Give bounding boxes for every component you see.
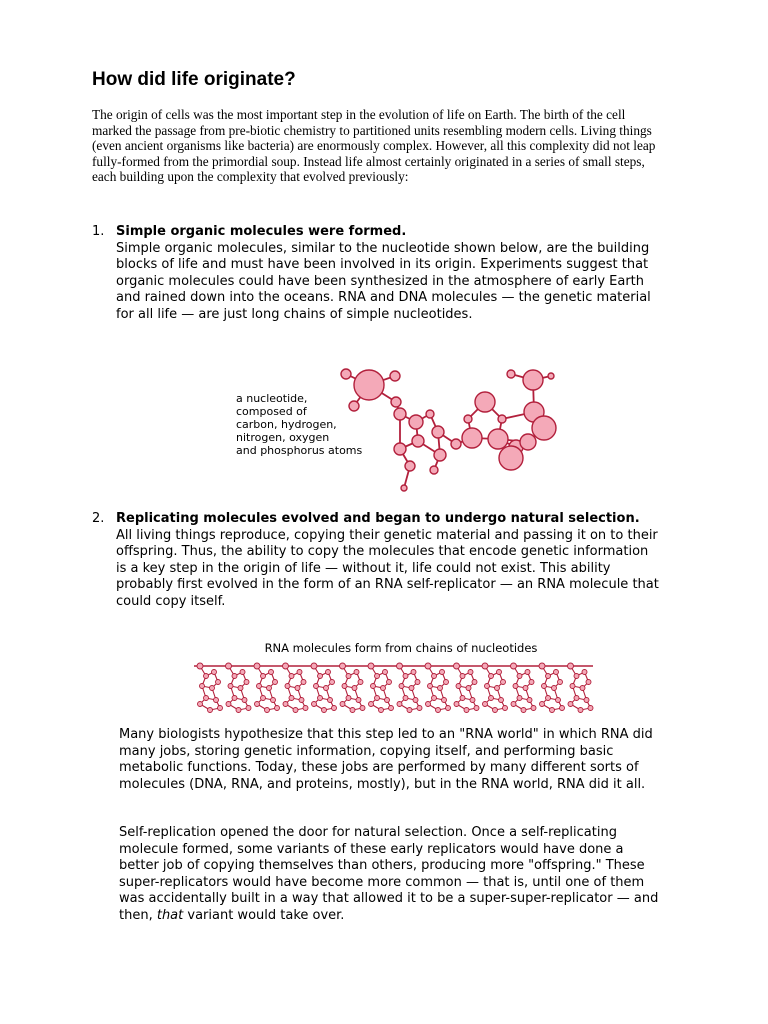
- atom: [442, 698, 447, 703]
- atom: [546, 674, 551, 679]
- atom: [340, 702, 345, 707]
- atom: [261, 674, 266, 679]
- atom: [578, 708, 583, 713]
- atom: [426, 702, 431, 707]
- rna-caption: RNA molecules form from chains of nucleotides: [264, 641, 538, 655]
- atom: [383, 670, 388, 675]
- atom: [326, 670, 331, 675]
- nucleotide-caption: [236, 392, 363, 457]
- atom: [238, 686, 243, 691]
- atom: [342, 684, 347, 689]
- atom: [269, 670, 274, 675]
- caption-line: and phosphorus atoms: [236, 444, 363, 457]
- caption-line: nitrogen, oxygen: [236, 431, 330, 444]
- atom: [436, 708, 441, 713]
- atom: [456, 684, 461, 689]
- atom: [517, 674, 522, 679]
- atom: [432, 696, 437, 701]
- atom: [354, 370, 384, 400]
- atom: [464, 415, 472, 423]
- atom: [460, 674, 465, 679]
- atom: [527, 698, 532, 703]
- atom: [497, 670, 502, 675]
- atom: [523, 686, 528, 691]
- atom: [568, 663, 574, 669]
- atom: [356, 698, 361, 703]
- atom: [275, 706, 280, 711]
- atom: [401, 485, 407, 491]
- list-item-body: [116, 224, 662, 323]
- atom: [293, 708, 298, 713]
- atom: [312, 702, 317, 707]
- list-item-heading: Simple organic molecules were formed.: [116, 224, 407, 239]
- atom: [352, 686, 357, 691]
- atom: [550, 708, 555, 713]
- paragraph-text: Self-replication opened the door for natural selection. Once a self-replicating molecule formed, some variants of these early replicators would have done a better job of copying themselves than others, producing more "offspring." These super-replicators would have become more common — that is, until one of them was accidentally built in a way that allowed it to be a super-super-replicator — and then,: [119, 825, 659, 923]
- atom: [389, 706, 394, 711]
- atom: [314, 684, 319, 689]
- caption-line: carbon, hydrogen,: [236, 418, 337, 431]
- atom: [556, 698, 561, 703]
- atom: [232, 674, 237, 679]
- atom: [214, 698, 219, 703]
- atom: [546, 696, 551, 701]
- atom: [257, 684, 262, 689]
- atom: [498, 415, 506, 423]
- list-item-text: All living things reproduce, copying their genetic material and passing it on to their offspring. Thus, the ability to copy the molecules that encode genetic information is a key step in the origin of life — without it, life could not exist. This ability probably first evolved in the form of an RNA self-replicator — an RNA molecule that could copy itself.: [116, 527, 659, 609]
- atom: [399, 684, 404, 689]
- atom: [417, 706, 422, 711]
- atom: [228, 684, 233, 689]
- atom: [520, 434, 536, 450]
- atom: [322, 708, 327, 713]
- atom: [212, 670, 217, 675]
- atom: [289, 674, 294, 679]
- nucleotide-atoms: [341, 369, 556, 491]
- atom: [332, 706, 337, 711]
- atom: [409, 686, 414, 691]
- atom: [267, 686, 272, 691]
- atom: [403, 674, 408, 679]
- atom: [428, 684, 433, 689]
- rna-chain: [194, 663, 593, 713]
- atom: [295, 686, 300, 691]
- atom: [523, 370, 543, 390]
- atom: [468, 670, 473, 675]
- atom: [495, 686, 500, 691]
- intro-paragraph: The origin of cells was the most important step in the evolution of life on Earth. The birth of the cell marked the passage from pre-biotic chemistry to partitioned units resembling modern cells. Living things (even ancient organisms like bacteria) are enormously complex. However, all this complexity did not leap fully-formed from the primordial soup. Instead life almost certainly originated in a series of small steps, each building upon the complexity that evolved previously:: [92, 107, 656, 184]
- atom: [360, 706, 365, 711]
- atom: [466, 686, 471, 691]
- atom: [580, 686, 585, 691]
- atom: [489, 696, 494, 701]
- atom: [488, 429, 508, 449]
- atom: [210, 686, 215, 691]
- atom: [341, 369, 351, 379]
- atom: [198, 702, 203, 707]
- atom: [226, 663, 232, 669]
- atom: [368, 663, 374, 669]
- atom: [586, 680, 591, 685]
- atom: [244, 680, 249, 685]
- atom: [485, 684, 490, 689]
- atom: [387, 680, 392, 685]
- list-number: 2.: [92, 511, 105, 526]
- atom: [265, 708, 270, 713]
- list-item-text: Simple organic molecules, similar to the nucleotide shown below, are the building blocks of life and must have been involved in its origin. Experiments suggest that organic molecules could have been synthesized in the atmosphere of early Earth and rained down into the oceans. RNA and DNA molecules — the genetic material for all life — are just long chains of simple nucleotides.: [116, 240, 651, 322]
- atom: [218, 706, 223, 711]
- atom: [532, 416, 556, 440]
- atom: [432, 674, 437, 679]
- atom: [412, 435, 424, 447]
- atom: [371, 684, 376, 689]
- atom: [517, 696, 522, 701]
- atom: [299, 698, 304, 703]
- atom: [474, 706, 479, 711]
- atom: [375, 696, 380, 701]
- atom: [552, 686, 557, 691]
- nucleotide-diagram: [226, 362, 566, 500]
- atom: [330, 680, 335, 685]
- rna-chain-diagram: [186, 638, 606, 714]
- atom: [531, 706, 536, 711]
- atom: [226, 702, 231, 707]
- rna-figure: [186, 638, 606, 714]
- atom: [208, 708, 213, 713]
- atom: [242, 698, 247, 703]
- atom: [283, 663, 289, 669]
- caption-line: composed of: [236, 405, 307, 418]
- atom: [499, 446, 523, 470]
- atom: [540, 702, 545, 707]
- atom: [584, 698, 589, 703]
- atom: [451, 439, 461, 449]
- atom: [216, 680, 221, 685]
- rna-world-paragraph: Many biologists hypothesize that this step led to an "RNA world" in which RNA did many jobs, storing genetic information, copying itself, and performing basic metabolic functions. Today, these jobs are performed by many different sorts of molecules (DNA, RNA, and proteins, mostly), but in the RNA world, RNA did it all.: [119, 727, 653, 792]
- atom: [483, 702, 488, 707]
- atom: [513, 684, 518, 689]
- caption-line: a nucleotide,: [236, 392, 308, 405]
- atom: [426, 410, 434, 418]
- atom: [570, 684, 575, 689]
- self-replication-paragraph: [119, 825, 664, 924]
- atom: [503, 706, 508, 711]
- atom: [411, 670, 416, 675]
- list-item-body: [116, 511, 662, 610]
- list-item-heading: Replicating molecules evolved and began to undergo natural selection.: [116, 511, 640, 526]
- atom: [379, 708, 384, 713]
- atom: [346, 696, 351, 701]
- atom: [554, 670, 559, 675]
- atom: [574, 696, 579, 701]
- atom: [501, 680, 506, 685]
- atom: [254, 663, 260, 669]
- atom: [403, 696, 408, 701]
- atom: [311, 663, 317, 669]
- atom: [255, 702, 260, 707]
- atom: [397, 702, 402, 707]
- atom: [409, 415, 423, 429]
- emphasis-text: that: [156, 907, 184, 923]
- atom: [582, 670, 587, 675]
- atom: [354, 670, 359, 675]
- atom: [232, 696, 237, 701]
- atom: [511, 663, 517, 669]
- atom: [346, 674, 351, 679]
- atom: [539, 663, 545, 669]
- atom: [493, 708, 498, 713]
- atom: [369, 702, 374, 707]
- atom: [434, 449, 446, 461]
- atom: [283, 702, 288, 707]
- atom: [529, 680, 534, 685]
- atom: [285, 684, 290, 689]
- atom: [375, 674, 380, 679]
- atom: [328, 698, 333, 703]
- atom: [542, 684, 547, 689]
- atom: [204, 674, 209, 679]
- atom: [462, 428, 482, 448]
- atom: [464, 708, 469, 713]
- atom: [568, 702, 573, 707]
- atom: [548, 373, 554, 379]
- atom: [318, 674, 323, 679]
- atom: [521, 708, 526, 713]
- atom: [511, 702, 516, 707]
- atom: [405, 461, 415, 471]
- atom: [574, 674, 579, 679]
- atom: [470, 698, 475, 703]
- atom: [318, 696, 323, 701]
- atom: [261, 696, 266, 701]
- page-title: How did life originate?: [92, 69, 296, 90]
- atom: [340, 663, 346, 669]
- atom: [350, 708, 355, 713]
- atom: [197, 663, 203, 669]
- atom: [425, 663, 431, 669]
- atom: [324, 686, 329, 691]
- atom: [236, 708, 241, 713]
- atom: [507, 370, 515, 378]
- atom: [301, 680, 306, 685]
- atom: [440, 670, 445, 675]
- atom: [200, 684, 205, 689]
- atom: [460, 696, 465, 701]
- atom: [289, 696, 294, 701]
- atom: [560, 706, 565, 711]
- atom: [489, 674, 494, 679]
- atom: [385, 698, 390, 703]
- atom: [472, 680, 477, 685]
- atom: [413, 698, 418, 703]
- atom: [407, 708, 412, 713]
- atom: [415, 680, 420, 685]
- atom: [381, 686, 386, 691]
- atom: [499, 698, 504, 703]
- atom: [240, 670, 245, 675]
- atom: [475, 392, 495, 412]
- atom: [525, 670, 530, 675]
- atom: [303, 706, 308, 711]
- atom: [444, 680, 449, 685]
- atom: [271, 698, 276, 703]
- atom: [204, 696, 209, 701]
- atom: [397, 663, 403, 669]
- atom: [391, 397, 401, 407]
- atom: [438, 686, 443, 691]
- paragraph-text: variant would take over.: [183, 907, 345, 923]
- atom: [390, 371, 400, 381]
- atom: [482, 663, 488, 669]
- atom: [273, 680, 278, 685]
- atom: [297, 670, 302, 675]
- atom: [349, 401, 359, 411]
- atom: [430, 466, 438, 474]
- list-number: 1.: [92, 224, 105, 239]
- atom: [454, 702, 459, 707]
- atom: [358, 680, 363, 685]
- atom: [432, 426, 444, 438]
- atom: [394, 443, 406, 455]
- atom: [558, 680, 563, 685]
- atom: [246, 706, 251, 711]
- atom: [588, 706, 593, 711]
- atom: [446, 706, 451, 711]
- nucleotide-figure: [226, 362, 566, 500]
- atom: [454, 663, 460, 669]
- atom: [394, 408, 406, 420]
